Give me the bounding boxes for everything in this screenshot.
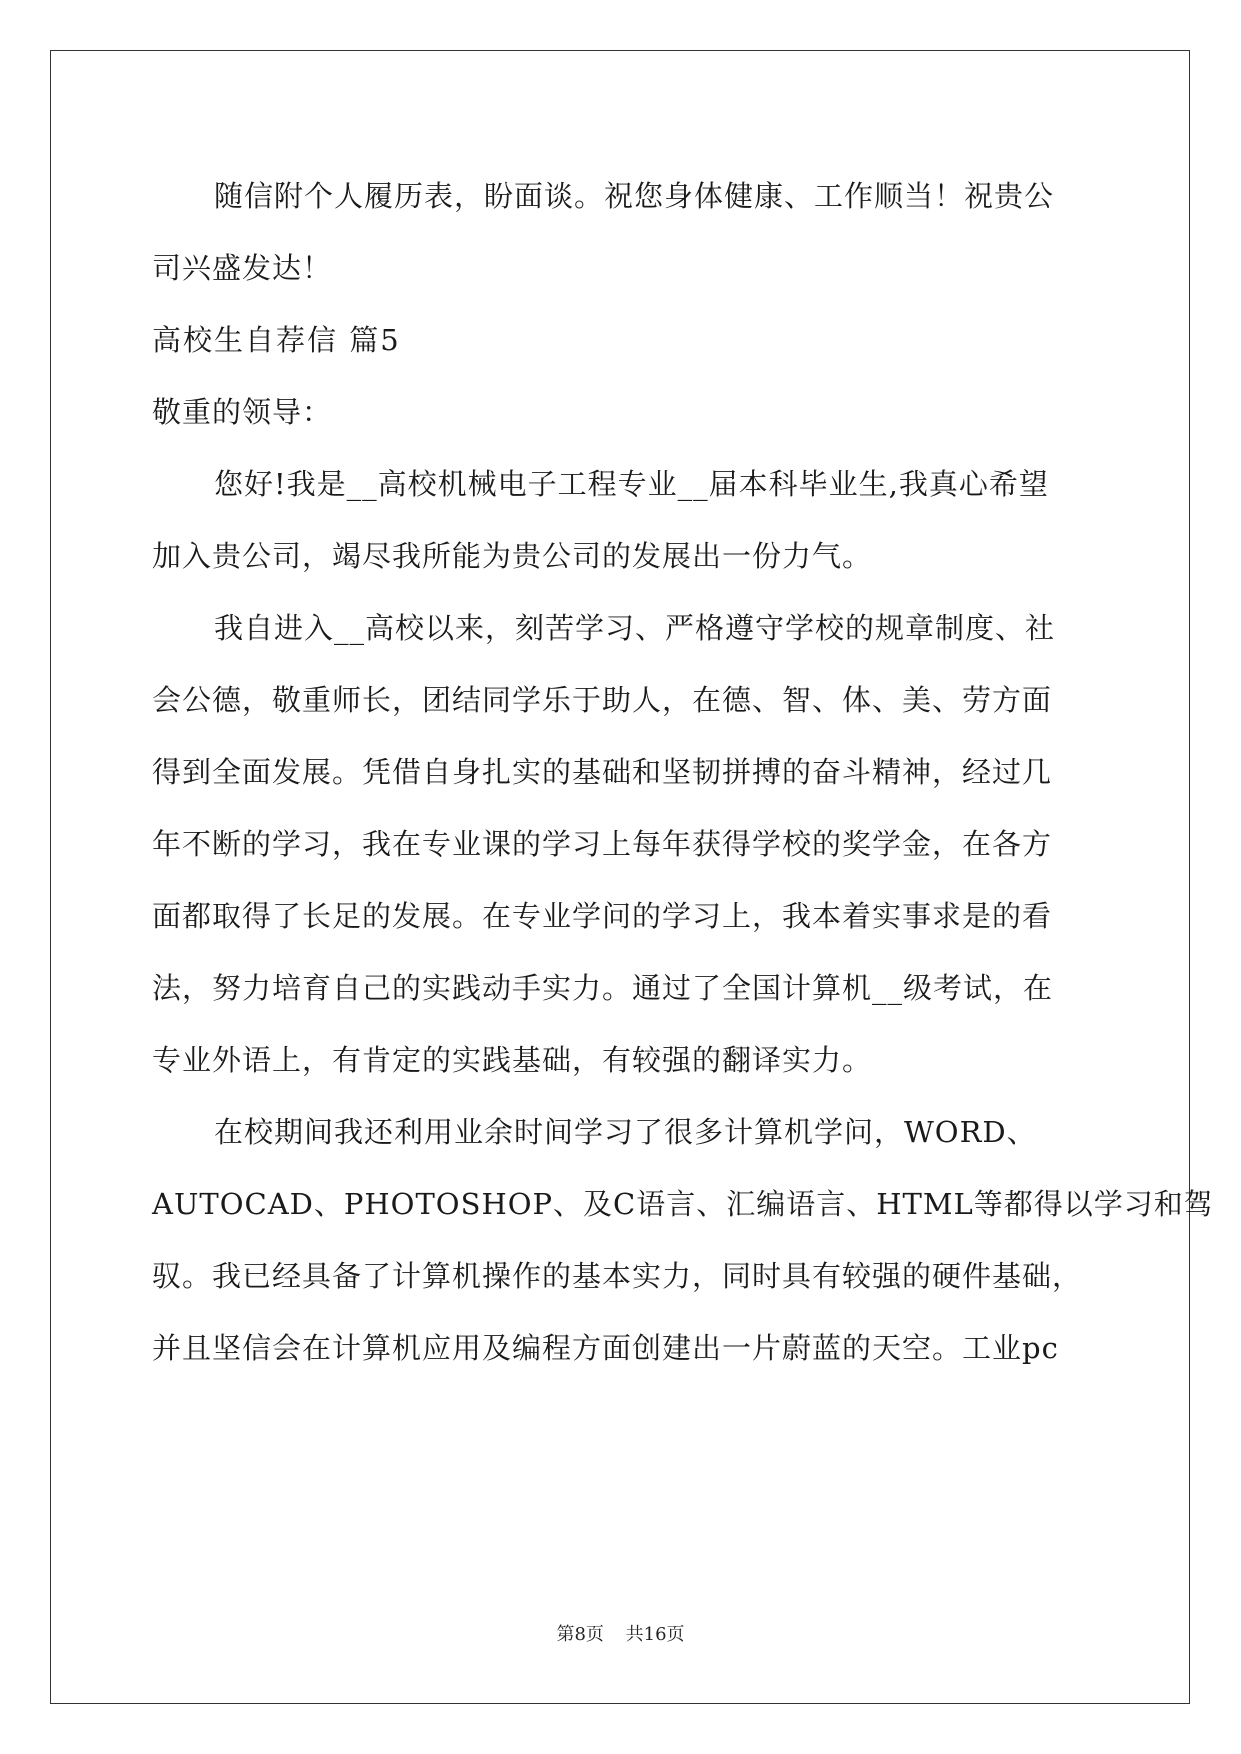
page-total: 共16页 xyxy=(625,1624,685,1645)
paragraph-line: 随信附个人履历表，盼面谈。祝您身体健康、工作顺当！祝贵公 xyxy=(214,179,1055,213)
paragraph-line: 在校期间我还利用业余时间学习了很多计算机学问，WORD、 xyxy=(214,1115,1037,1149)
paragraph-line: 专业外语上，有肯定的实践基础，有较强的翻译实力。 xyxy=(152,1043,873,1077)
paragraph-line: 年不断的学习，我在专业课的学习上每年获得学校的奖学金，在各方 xyxy=(152,827,1053,861)
salutation: 敬重的领导： xyxy=(152,395,333,429)
page-number: 第8页 xyxy=(556,1624,604,1645)
section-heading: 高校生自荐信 篇5 xyxy=(152,323,401,357)
paragraph-line: 驭。我已经具备了计算机操作的基本实力，同时具有较强的硬件基础， xyxy=(152,1259,1083,1293)
paragraph-line: 司兴盛发达！ xyxy=(152,251,333,285)
paragraph-line: 得到全面发展。凭借自身扎实的基础和坚韧拼搏的奋斗精神，经过几 xyxy=(152,755,1053,789)
paragraph-line: 会公德，敬重师长，团结同学乐于助人，在德、智、体、美、劳方面 xyxy=(152,683,1053,717)
paragraph-line: 面都取得了长足的发展。在专业学问的学习上，我本着实事求是的看 xyxy=(152,899,1053,933)
document-body xyxy=(152,160,1214,1384)
paragraph-line: 并且坚信会在计算机应用及编程方面创建出一片蔚蓝的天空。工业pc xyxy=(152,1331,1059,1365)
paragraph-line: 法，努力培育自己的实践动手实力。通过了全国计算机__级考试，在 xyxy=(152,971,1054,1005)
paragraph-line: 您好!我是__高校机械电子工程专业__届本科毕业生,我真心希望 xyxy=(214,467,1049,501)
paragraph-line: AUTOCAD、PHOTOSHOP、及C语言、汇编语言、HTML等都得以学习和驾 xyxy=(152,1187,1214,1221)
page-footer xyxy=(0,1620,1241,1646)
paragraph-line: 加入贵公司，竭尽我所能为贵公司的发展出一份力气。 xyxy=(152,539,873,573)
paragraph-line: 我自进入__高校以来，刻苦学习、严格遵守学校的规章制度、社 xyxy=(214,611,1056,645)
